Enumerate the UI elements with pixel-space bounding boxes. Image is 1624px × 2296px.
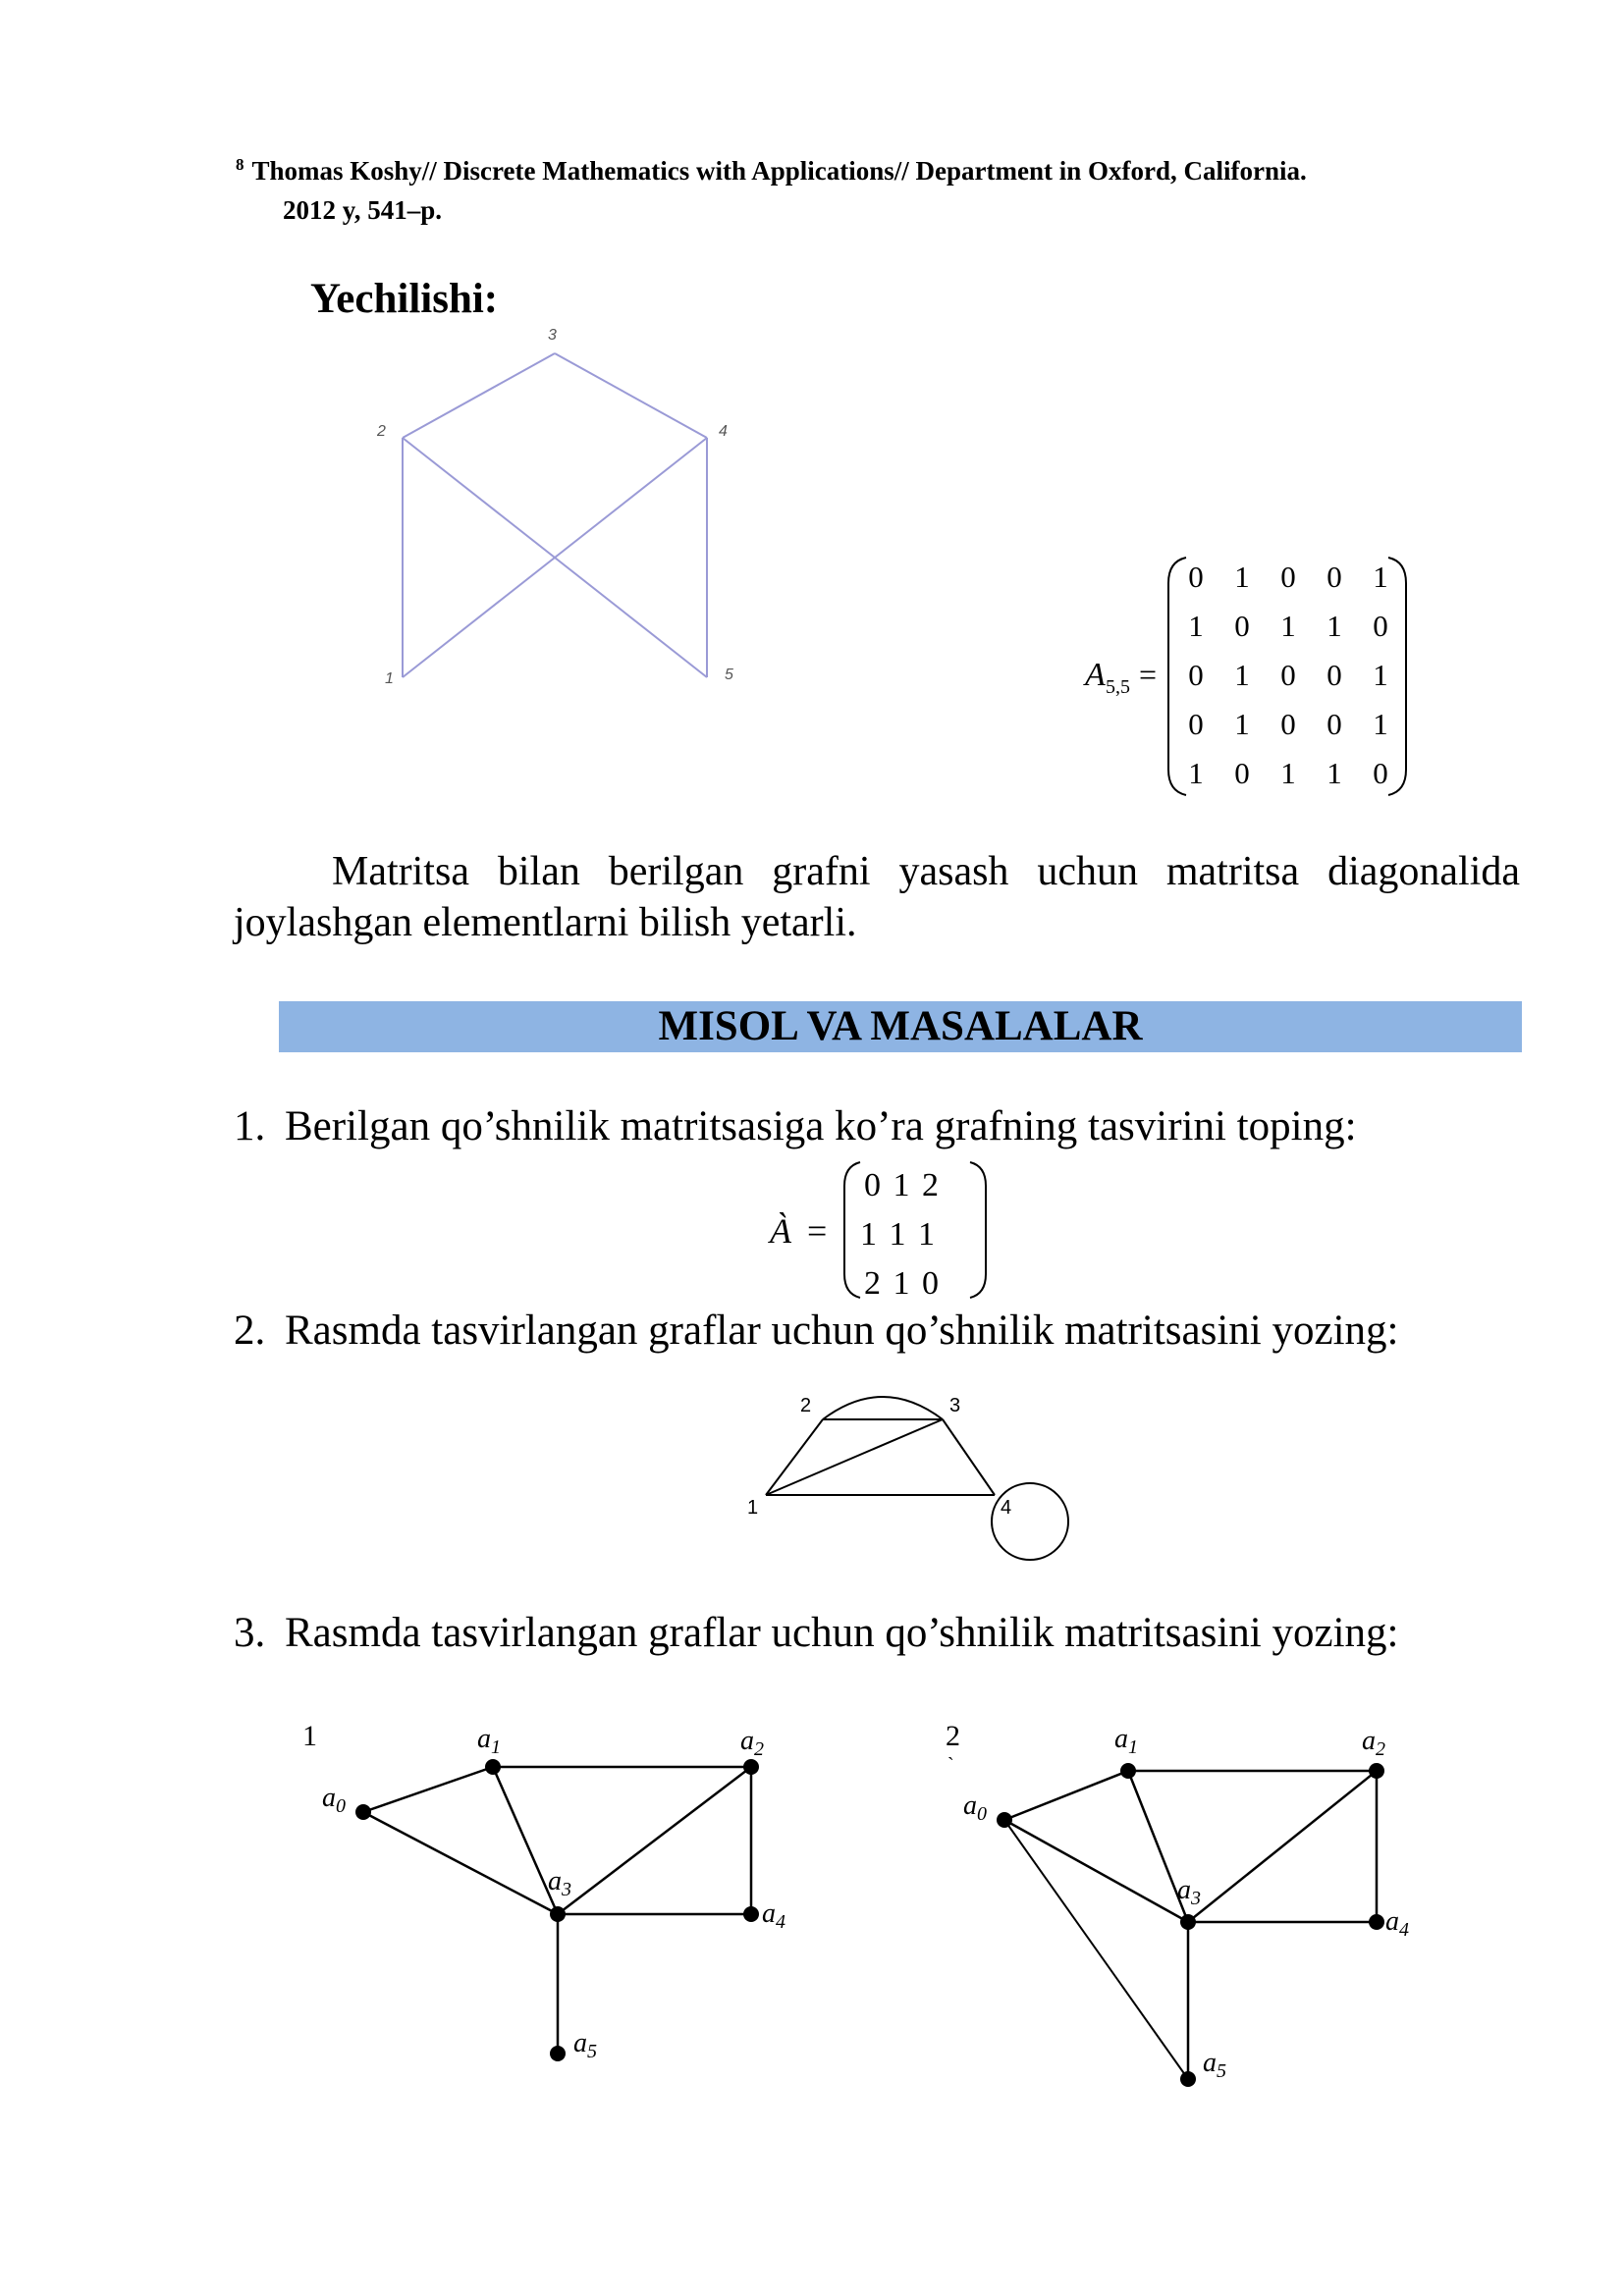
vertex-label-a4: $a_4$ bbox=[1385, 1906, 1409, 1941]
vertex-label-4: 4 bbox=[1001, 1497, 1012, 1519]
graph-task2 bbox=[741, 1382, 1075, 1569]
edge-a0-a3 bbox=[1004, 1820, 1188, 1922]
matrix-a55 bbox=[1070, 552, 1414, 807]
edge-1-3 bbox=[766, 1419, 943, 1495]
task-text: Berilgan qo’shnilik matritsasiga ko’ra grafning tasvirini toping: bbox=[285, 1103, 1357, 1149]
right-paren bbox=[1388, 558, 1406, 795]
vertex-label-3: 3 bbox=[949, 1395, 961, 1416]
task-3 bbox=[234, 1608, 1398, 1659]
matrix-cell: 1 bbox=[1373, 707, 1388, 741]
vertex-label-a5: $a_5$ bbox=[1203, 2048, 1226, 2082]
vertex-label-1: 1 bbox=[747, 1497, 759, 1519]
vertex-label-5: 5 bbox=[725, 667, 733, 683]
task-2 bbox=[234, 1306, 1398, 1357]
matrix-cell: 1 bbox=[1188, 756, 1204, 790]
vertex-label-a0: $a_0$ bbox=[322, 1783, 346, 1817]
edge-a2-a3 bbox=[558, 1767, 751, 1914]
matrix-cell: 0 bbox=[1188, 658, 1204, 692]
matrix-cell: 1 bbox=[1326, 609, 1342, 643]
matrix-cell: 0 bbox=[1280, 707, 1296, 741]
matrix-cell: 1 bbox=[1280, 609, 1296, 643]
vertex-label-a5: $a_5$ bbox=[573, 2028, 597, 2062]
edge-2-3 bbox=[403, 353, 555, 438]
vertex-label-3: 3 bbox=[548, 327, 557, 344]
vertex-a3 bbox=[1180, 1914, 1196, 1930]
matrix-cell: 1 bbox=[1373, 658, 1388, 692]
vertex-label-a1: $a_1$ bbox=[477, 1724, 501, 1758]
section-title: MISOL VA MASALALAR bbox=[658, 1003, 1143, 1049]
graph-number: 1 bbox=[302, 1720, 317, 1752]
vertex-a2 bbox=[743, 1759, 759, 1775]
graph-number: 2 bbox=[946, 1720, 960, 1752]
vertex-a2 bbox=[1369, 1763, 1384, 1779]
matrix-cell: 0 bbox=[1188, 707, 1204, 741]
matrix-row: 0 1 2 bbox=[864, 1167, 941, 1203]
matrix-cell: 0 bbox=[1326, 658, 1342, 692]
matrix-cell: 0 bbox=[1326, 560, 1342, 594]
matrix-equals: = bbox=[1139, 657, 1158, 692]
vertex-label-a2: $a_2$ bbox=[1362, 1726, 1385, 1760]
matrix-equals: = bbox=[807, 1211, 828, 1251]
vertex-a5 bbox=[1180, 2071, 1196, 2087]
vertex-label-1: 1 bbox=[385, 670, 394, 687]
vertex-a3 bbox=[550, 1906, 566, 1922]
vertex-a5 bbox=[550, 2046, 566, 2061]
matrix-task1 bbox=[766, 1158, 992, 1304]
task-number: 1. bbox=[234, 1103, 266, 1149]
vertex-label-a2: $a_2$ bbox=[740, 1726, 764, 1760]
matrix-symbol: A bbox=[1085, 657, 1106, 693]
vertex-a4 bbox=[1369, 1914, 1384, 1930]
footnote-marker: 8 bbox=[236, 155, 244, 174]
footnote-line-2: 2012 y, 541–p. bbox=[283, 195, 443, 225]
graph-mark: ` bbox=[947, 1754, 954, 1776]
left-paren bbox=[1168, 558, 1186, 795]
matrix-cell: 0 bbox=[1280, 560, 1296, 594]
vertex-label-2: 2 bbox=[377, 423, 386, 440]
matrix-row: 2 1 0 bbox=[864, 1265, 941, 1302]
vertex-a0 bbox=[997, 1812, 1012, 1828]
matrix-cell: 1 bbox=[1280, 756, 1296, 790]
matrix-cell: 0 bbox=[1234, 609, 1250, 643]
vertex-a4 bbox=[743, 1906, 759, 1922]
matrix-cell: 0 bbox=[1326, 707, 1342, 741]
edge-3-4 bbox=[555, 353, 707, 438]
matrix-subscript: 5,5 bbox=[1106, 676, 1130, 698]
explanation-paragraph: Matritsa bilan berilgan grafni yasash uchun matritsa diagonalida joylashgan elementlarni bilish yetarli. bbox=[234, 849, 1520, 945]
edge-a0-a3 bbox=[363, 1812, 558, 1914]
matrix-cell: 1 bbox=[1234, 658, 1250, 692]
task-number: 2. bbox=[234, 1308, 266, 1354]
task-text: Rasmda tasvirlangan graflar uchun qo’shnilik matritsasini yozing: bbox=[285, 1308, 1399, 1354]
matrix-symbol: À bbox=[770, 1211, 791, 1251]
edge-a0-a1 bbox=[363, 1767, 493, 1812]
vertex-label-a1: $a_1$ bbox=[1114, 1724, 1138, 1758]
vertex-label-a3: $a_3$ bbox=[1177, 1875, 1201, 1909]
edge-3-4 bbox=[943, 1419, 995, 1495]
left-paren bbox=[844, 1162, 860, 1298]
task-1 bbox=[234, 1101, 1357, 1152]
vertex-label-a4: $a_4$ bbox=[762, 1898, 785, 1933]
right-paren bbox=[970, 1162, 986, 1298]
footnote bbox=[236, 153, 1520, 228]
task-number: 3. bbox=[234, 1610, 266, 1656]
edge-a2-a3 bbox=[1188, 1771, 1377, 1922]
matrix-cell: 1 bbox=[1234, 560, 1250, 594]
footnote-line-1: Thomas Koshy// Discrete Mathematics with Applications// Department in Oxford, California. bbox=[251, 156, 1307, 186]
solution-graph bbox=[363, 314, 756, 687]
graph-task3-1 bbox=[295, 1708, 805, 2081]
vertex-label-a3: $a_3$ bbox=[548, 1866, 571, 1900]
graph-task3-2 bbox=[938, 1708, 1448, 2101]
matrix-cell: 1 bbox=[1326, 756, 1342, 790]
vertex-label-2: 2 bbox=[800, 1395, 812, 1416]
matrix-cell: 1 bbox=[1373, 560, 1388, 594]
vertex-a0 bbox=[355, 1804, 371, 1820]
matrix-row: 1 1 1 bbox=[860, 1216, 937, 1253]
task-text: Rasmda tasvirlangan graflar uchun qo’shnilik matritsasini yozing: bbox=[285, 1610, 1399, 1656]
matrix-cell: 1 bbox=[1188, 609, 1204, 643]
edge-2-3-arc bbox=[823, 1397, 943, 1419]
matrix-cell: 0 bbox=[1188, 560, 1204, 594]
edge-a0-a5 bbox=[1004, 1820, 1188, 2079]
loop-4 bbox=[992, 1483, 1068, 1560]
matrix-cell: 1 bbox=[1234, 707, 1250, 741]
edge-a0-a1 bbox=[1004, 1771, 1128, 1820]
vertex-label-a0: $a_0$ bbox=[963, 1790, 987, 1825]
matrix-cell: 0 bbox=[1373, 756, 1388, 790]
matrix-cell: 0 bbox=[1373, 609, 1388, 643]
matrix-cell: 0 bbox=[1234, 756, 1250, 790]
solution-heading: Yechilishi: bbox=[310, 276, 499, 322]
vertex-a1 bbox=[485, 1759, 501, 1775]
vertex-label-4: 4 bbox=[719, 423, 728, 440]
vertex-a1 bbox=[1120, 1763, 1136, 1779]
matrix-cell: 0 bbox=[1280, 658, 1296, 692]
